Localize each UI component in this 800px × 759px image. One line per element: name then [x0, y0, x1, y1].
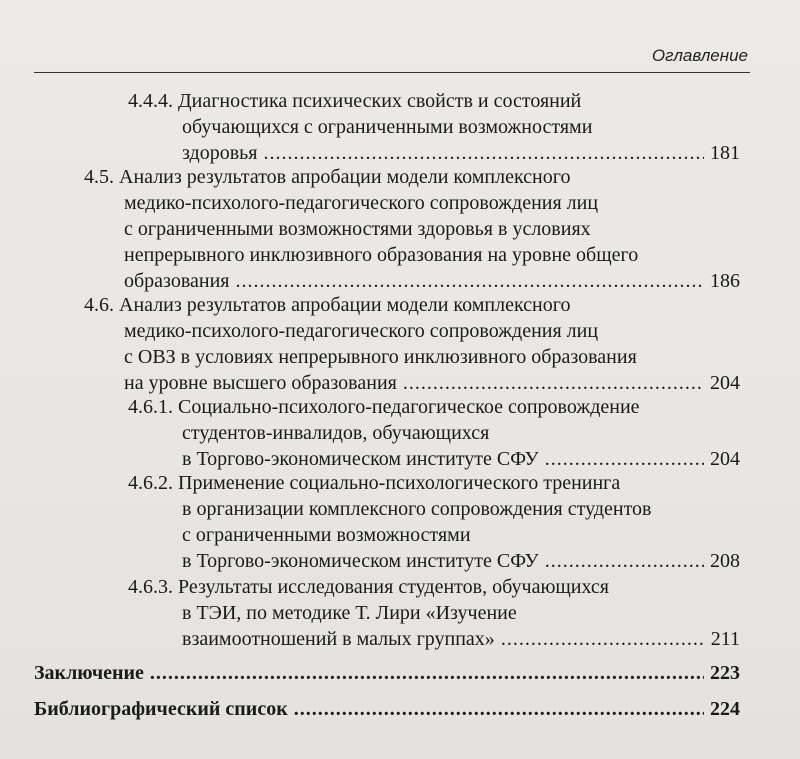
toc-entry-4-5-line-2: медико-психолого-педагогического сопровождения лиц: [124, 192, 599, 214]
leader-dots: [236, 268, 705, 294]
leader-dots: [545, 548, 704, 574]
toc-entry-4-6-1-line-3[interactable]: в Торгово-экономическом институте СФУ ..... 204: [182, 446, 740, 472]
toc-entry-4-6-1-line-2: студентов-инвалидов, обучающихся: [182, 422, 490, 444]
toc-entry-4-6-2-line-3: с ограниченными возможностями: [182, 524, 471, 546]
leader-dots: [545, 446, 704, 472]
leader-dots: [403, 370, 704, 396]
toc-entry-4-6-3-line-1: 4.6.3. Результаты исследования студентов, обучающихся: [128, 576, 609, 598]
toc-entry-4-6-1-line-1: 4.6.1. Социально-психолого-педагогическое сопровождение: [128, 396, 640, 418]
toc-entry-4-5-line-3: с ограниченными возможностями здоровья в условиях: [124, 218, 591, 240]
page-number: 211: [710, 628, 740, 650]
toc-entry-4-6-2-line-2: в организации комплексного сопровождения студентов: [182, 498, 652, 520]
page-number: 181: [710, 142, 740, 164]
toc-entry-4-6-line-3: с ОВЗ в условиях непрерывного инклюзивного образования: [124, 346, 637, 368]
toc-entry-4-4-4-line-3[interactable]: здоровья ..... 181: [182, 140, 740, 166]
page-number: 223: [710, 662, 740, 684]
page-number: 208: [710, 550, 740, 572]
page-number: 204: [710, 372, 740, 394]
toc-entry-4-5-line-1: 4.5. Анализ результатов апробации модели комплексного: [84, 166, 571, 188]
toc-entry-4-4-4-line-1: 4.4.4. Диагностика психических свойств и состояний: [128, 90, 582, 112]
toc-entry-4-6-line-2: медико-психолого-педагогического сопровождения лиц: [124, 320, 599, 342]
toc-entry-4-5-line-4: непрерывного инклюзивного образования на уровне общего: [124, 244, 639, 266]
header-title: Оглавление: [651, 46, 748, 65]
leader-dots: [501, 626, 705, 652]
toc-entry-conclusion[interactable]: Заключение ..... 223: [34, 660, 740, 686]
page-number: 204: [710, 448, 740, 470]
toc-entry-4-6-2-line-1: 4.6.2. Применение социально-психологического тренинга: [128, 472, 621, 494]
toc-entry-4-6-line-1: 4.6. Анализ результатов апробации модели комплексного: [84, 294, 571, 316]
page-number: 224: [710, 698, 740, 720]
toc-entry-bibliography[interactable]: Библиографический список ..... 224: [34, 696, 740, 722]
toc-entry-4-6-3-line-2: в ТЭИ, по методике Т. Лири «Изучение: [182, 602, 517, 624]
toc-entry-4-6-3-line-3[interactable]: взаимоотношений в малых группах» ..... 211: [182, 626, 740, 652]
toc-entry-4-5-line-5[interactable]: образования ..... 186: [124, 268, 740, 294]
toc-entry-4-6-line-4[interactable]: на уровне высшего образования ..... 204: [124, 370, 740, 396]
page-number: 186: [710, 270, 740, 292]
leader-dots: [150, 660, 704, 686]
leader-dots: [294, 696, 704, 722]
toc-entry-4-4-4-line-2: обучающихся с ограниченными возможностями: [182, 116, 593, 138]
toc-entry-4-6-2-line-4[interactable]: в Торгово-экономическом институте СФУ ..... 208: [182, 548, 740, 574]
leader-dots: [263, 140, 704, 166]
